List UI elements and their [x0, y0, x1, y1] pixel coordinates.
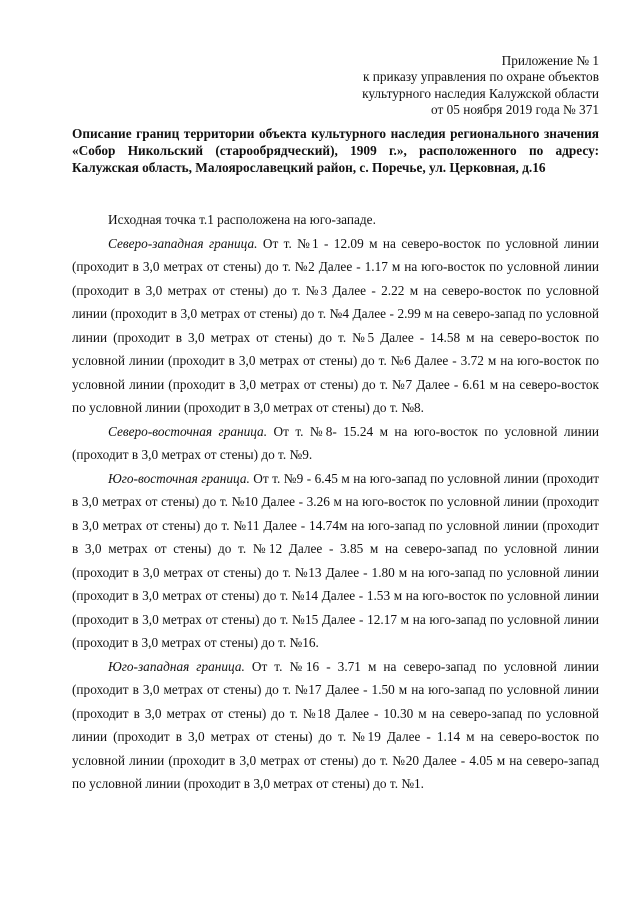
section-northwest	[72, 232, 599, 420]
section-heading: Юго-восточная граница.	[108, 470, 250, 486]
start-point-paragraph: Исходная точка т.1 расположена на юго-западе.	[108, 212, 376, 227]
appendix-header	[362, 53, 599, 119]
section-text: От т. №16 - 3.71 м на северо-запад по условной линии (проходит в 3,0 метрах от стены) до т. №17 Далее - 1.50 м на юго-запад по условной линии (проходит в 3,0 метрах от стены) до т. №18 Далее - 10.30 м на северо-запад по условной линии (проходит в 3,0 метрах от стены) до т. №19 Далее - 1.14 м на северо-восток по условной линии (проходит в 3,0 метрах от стены) до т. №20 Далее - 4.05 м на северо-запад по условной линии (проходит в 3,0 метрах от стены) до т. №1.	[72, 658, 599, 791]
appendix-line-1: Приложение № 1	[501, 53, 599, 68]
section-text: От т. №9 - 6.45 м на юго-запад по условной линии (проходит в 3,0 метрах от стены) до т. №10 Далее - 3.26 м на юго-восток по условной линии (проходит в 3,0 метрах от стены) до т. №11 Далее - 14.74м на юго-запад по условной линии (проходит в 3,0 метрах от стены) до т. №12 Далее - 3.85 м на северо-запад по условной линии (проходит в 3,0 метрах от стены) до т. №13 Далее - 1.80 м на юго-запад по условной линии (проходит в 3,0 метрах от стены) до т. №14 Далее - 1.53 м на юго-восток по условной линии (проходит в 3,0 метрах от стены) до т. №15 Далее - 12.17 м на юго-запад по условной линии (проходит в 3,0 метрах от стены) до т. №16.	[72, 470, 600, 650]
section-southeast	[72, 467, 599, 655]
section-northeast	[72, 420, 599, 467]
section-text: От т. №1 - 12.09 м на северо-восток по условной линии (проходит в 3,0 метрах от стены) до т. №2 Далее - 1.17 м на юго-восток по условной линии (проходит в 3,0 метрах от стены) до т. №3 Далее - 2.22 м на северо-восток по условной линии (проходит в 3,0 метрах от стены) до т. №4 Далее - 2.99 м на северо-запад по условной линии (проходит в 3,0 метрах от стены) до т. №5 Далее - 14.58 м на северо-восток по условной линии (проходит в 3,0 метрах от стены) до т. №6 Далее - 3.72 м на юго-восток по условной линии (проходит в 3,0 метрах от стены) до т. №7 Далее - 6.61 м на северо-восток по условной линии (проходит в 3,0 метрах от стены) до т. №8.	[72, 235, 599, 415]
section-text: От т. №8- 15.24 м на юго-восток по условной линии (проходит в 3,0 метрах от стены) до т. №9.	[72, 423, 599, 462]
appendix-line-3: культурного наследия Калужской области	[362, 85, 599, 101]
section-heading: Северо-западная граница.	[108, 235, 258, 251]
document-title: Описание границ территории объекта культурного наследия регионального значения «Собор Никольский (старообрядческий), 1909 г.», расположенного по адресу: Калужская область, Малоярославецкий район, с. Поречье, ул. Церковная, д.16	[72, 126, 599, 176]
document-body	[72, 208, 599, 796]
section-heading: Северо-восточная граница.	[108, 423, 268, 439]
appendix-line-2: к приказу управления по охране объектов	[362, 69, 599, 85]
section-heading: Юго-западная граница.	[108, 658, 245, 674]
section-southwest	[72, 655, 599, 796]
appendix-line-4: от 05 ноября 2019 года № 371	[431, 102, 599, 118]
